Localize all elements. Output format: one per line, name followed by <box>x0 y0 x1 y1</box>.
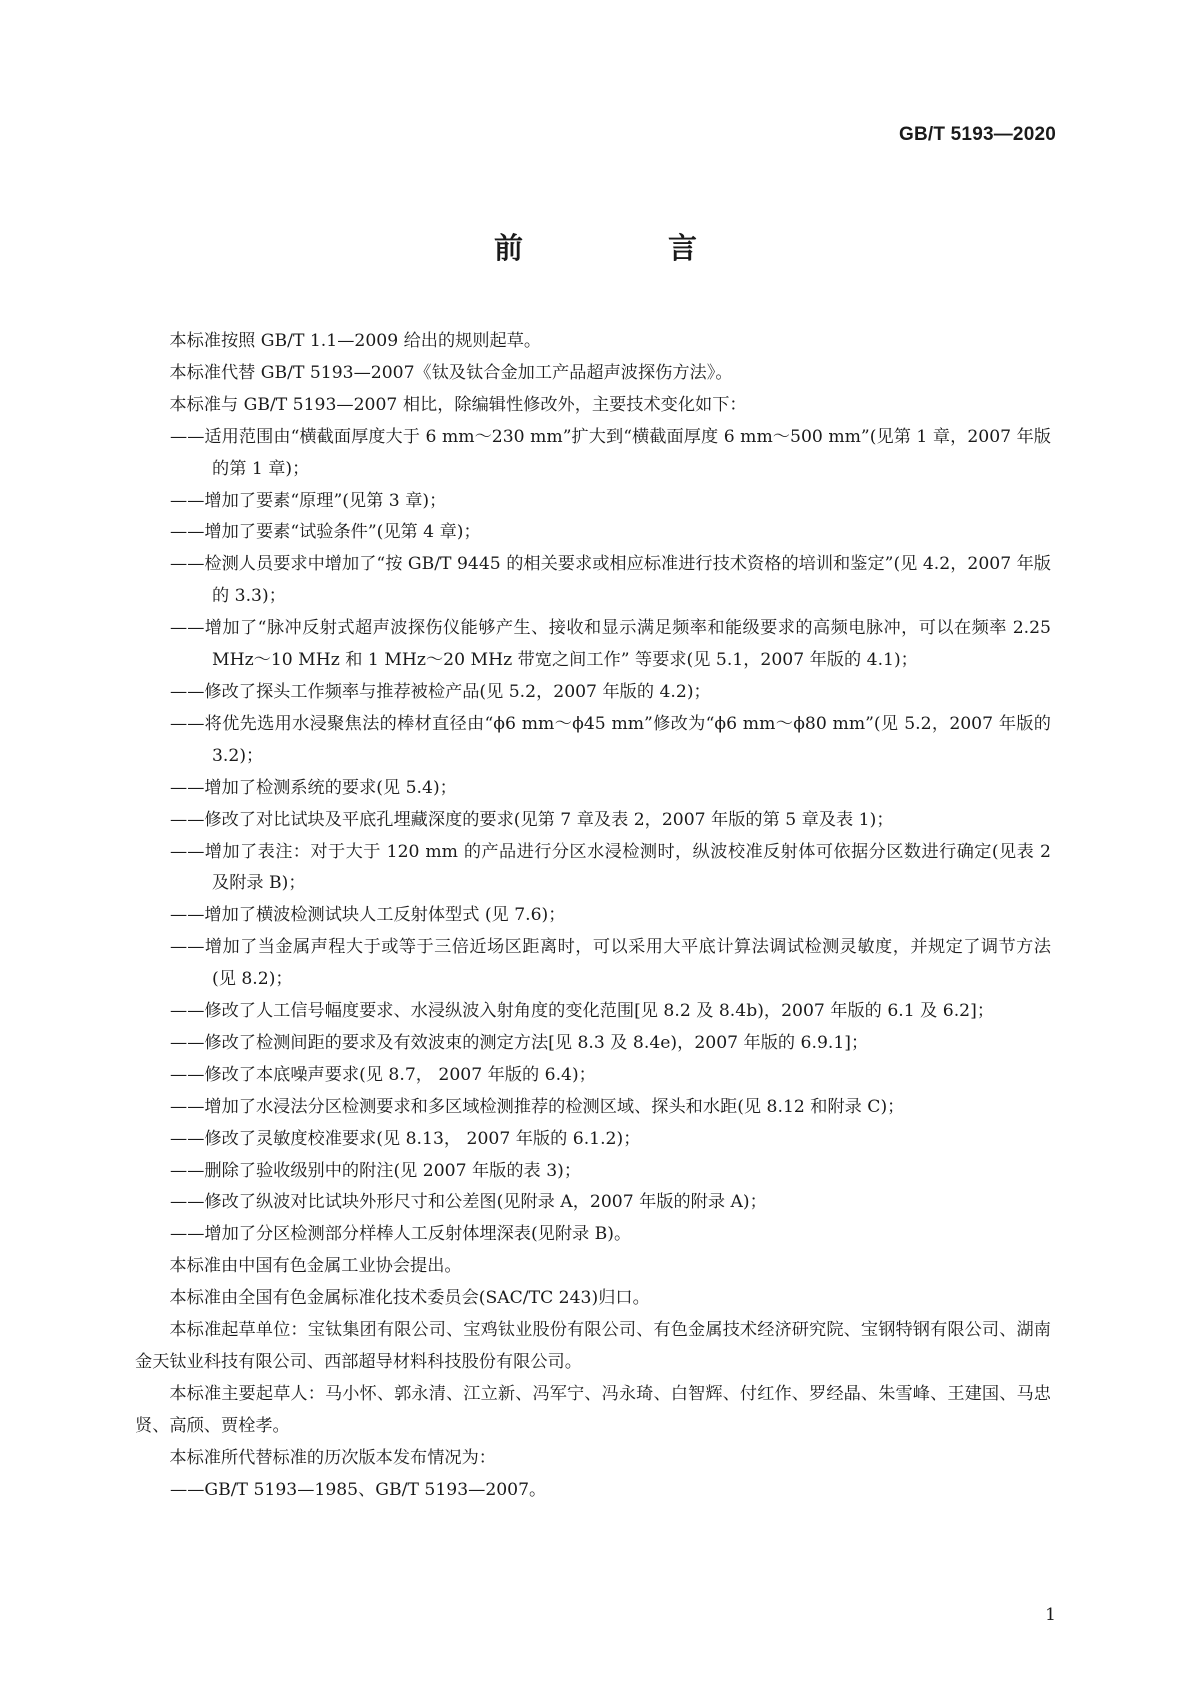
change-item: ——修改了人工信号幅度要求、水浸纵波入射角度的变化范围[见 8.2 及 8.4b)，2007 年版的 6.1 及 6.2]； <box>170 1001 995 1022</box>
closing-paragraph: 本标准所代替标准的历次版本发布情况为： <box>169 1447 496 1468</box>
page-title: 前 言 <box>493 231 755 265</box>
change-item: ——增加了横波检测试块人工反射体型式 (见 7.6)； <box>170 905 566 926</box>
change-item: ——修改了本底噪声要求(见 8.7， 2007 年版的 6.4)； <box>170 1064 596 1085</box>
change-item: ——检测人员要求中增加了“按 GB/T 9445 的相关要求或相应标准进行技术资格的培训和鉴定”(见 4.2，2007 年版的 3.3)； <box>170 554 1051 607</box>
change-item: ——将优先选用水浸聚焦法的棒材直径由“ϕ6 mm～ϕ45 mm”修改为“ϕ6 mm～ϕ80 mm”(见 5.2，2007 年版的 3.2)； <box>170 713 1051 766</box>
change-item: ——增加了分区检测部分样棒人工反射体埋深表(见附录 B)。 <box>170 1224 632 1245</box>
change-item: ——适用范围由“横截面厚度大于 6 mm～230 mm”扩大到“横截面厚度 6 mm～500 mm”(见第 1 章，2007 年版的第 1 章)； <box>170 426 1051 479</box>
change-item: ——修改了灵敏度校准要求(见 8.13， 2007 年版的 6.1.2)； <box>170 1128 641 1149</box>
change-item: ——增加了检测系统的要求(见 5.4)； <box>170 777 457 798</box>
change-item: ——增加了要素“试验条件”(见第 4 章)； <box>170 522 481 543</box>
change-item: ——增加了要素“原理”(见第 3 章)； <box>170 490 447 511</box>
change-item: ——增加了表注：对于大于 120 mm 的产品进行分区水浸检测时，纵波校准反射体可依据分区数进行确定(见表 2 及附录 B)； <box>170 841 1051 894</box>
change-item: ——修改了探头工作频率与推荐被检产品(见 5.2，2007 年版的 4.2)； <box>170 681 711 702</box>
document-body <box>135 326 1051 1507</box>
standard-code: GB/T 5193—2020 <box>899 124 1056 145</box>
history-item: ——GB/T 5193—1985、GB/T 5193—2007。 <box>170 1479 547 1500</box>
change-item: ——修改了对比试块及平底孔埋藏深度的要求(见第 7 章及表 2，2007 年版的第 5 章及表 1)； <box>170 809 894 830</box>
change-item: ——修改了检测间距的要求及有效波束的测定方法[见 8.3 及 8.4e)，2007 年版的 6.9.1]； <box>170 1032 869 1053</box>
intro-paragraph: 本标准按照 GB/T 1.1—2009 给出的规则起草。 <box>169 331 542 351</box>
change-item: ——增加了当金属声程大于或等于三倍近场区距离时，可以采用大平底计算法调试检测灵敏度，并规定了调节方法(见 8.2)； <box>170 937 1051 990</box>
change-item: ——修改了纵波对比试块外形尺寸和公差图(见附录 A，2007 年版的附录 A)； <box>170 1192 767 1213</box>
intro-paragraph: 本标准与 GB/T 5193—2007 相比，除编辑性修改外，主要技术变化如下： <box>169 394 747 415</box>
closing-paragraph: 本标准由中国有色金属工业协会提出。 <box>169 1256 462 1277</box>
closing-paragraph: 本标准主要起草人：马小怀、郭永清、江立新、冯军宁、冯永琦、白智辉、付红作、罗经晶、朱雪峰、王建国、马忠贤、高颀、贾栓孝。 <box>135 1383 1051 1436</box>
change-item: ——增加了“脉冲反射式超声波探伤仪能够产生、接收和显示满足频率和能级要求的高频电脉冲，可以在频率 2.25 MHz～10 MHz 和 1 MHz～20 MHz 带宽之间工作” 等要求(见 5.1，2007 年版的 4.1)； <box>170 618 1051 671</box>
intro-paragraph: 本标准代替 GB/T 5193—2007《钛及钛合金加工产品超声波探伤方法》。 <box>169 362 733 383</box>
change-item: ——删除了验收级别中的附注(见 2007 年版的表 3)； <box>170 1160 582 1181</box>
change-item: ——增加了水浸法分区检测要求和多区域检测推荐的检测区域、探头和水距(见 8.12 和附录 C)； <box>170 1096 905 1117</box>
closing-paragraph: 本标准起草单位：宝钛集团有限公司、宝鸡钛业股份有限公司、有色金属技术经济研究院、宝钢特钢有限公司、湖南金天钛业科技有限公司、西部超导材料科技股份有限公司。 <box>135 1320 1051 1372</box>
closing-paragraph: 本标准由全国有色金属标准化技术委员会(SAC/TC 243)归口。 <box>169 1288 650 1309</box>
page-number: 1 <box>1045 1605 1056 1625</box>
